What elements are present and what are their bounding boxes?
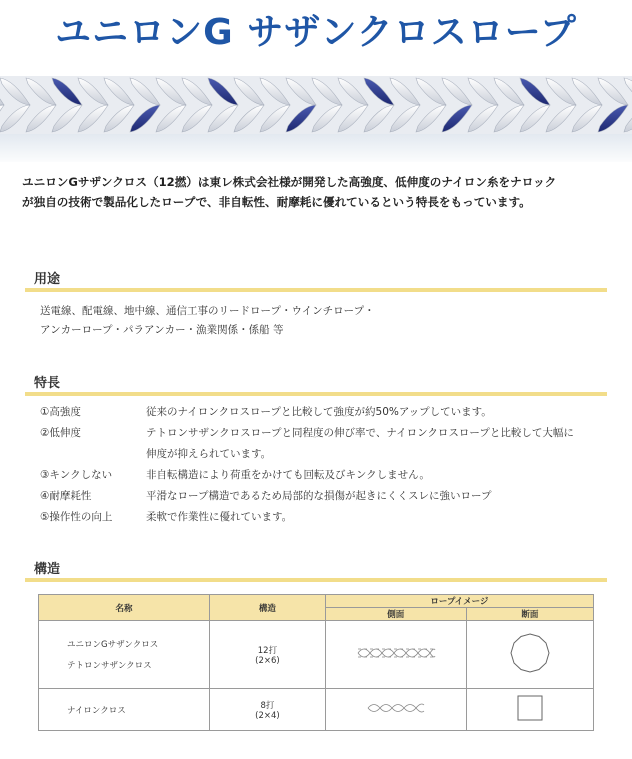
- feature-label: ③キンクしない: [40, 469, 113, 481]
- features-heading: 特長: [34, 376, 61, 391]
- rope-name-cell: [39, 621, 210, 689]
- rope-side-icon: [356, 642, 436, 664]
- table-row: [39, 621, 594, 689]
- strand-detail: (2×4): [255, 710, 280, 721]
- feature-text: 平滑なロープ構造であるため局部的な損傷が起きにくくスレに強いロープ: [146, 490, 492, 502]
- intro-line-1: ユニロンGサザンクロス（12撚）は東レ株式会社様が開発した高強度、低伸度のナイロン糸をナロック: [22, 175, 557, 189]
- rope-name: ナイロンクロス: [67, 705, 126, 716]
- header-rope-image: ロープイメージ: [325, 595, 593, 608]
- feature-label: ⑤操作性の向上: [40, 511, 113, 523]
- feature-item: [40, 486, 600, 507]
- feature-item: [40, 507, 600, 528]
- header-side: 側面: [325, 608, 466, 621]
- feature-item: [40, 423, 600, 465]
- square-icon: [515, 693, 545, 723]
- feature-label: ①高強度: [40, 406, 81, 418]
- strand-count: 8打: [260, 700, 275, 711]
- rope-image: [0, 70, 632, 140]
- side-view-cell: [325, 689, 466, 731]
- structure-divider: [25, 578, 607, 582]
- table-row: [39, 689, 594, 731]
- feature-label: ④耐摩耗性: [40, 490, 92, 502]
- feature-label: ②低伸度: [40, 427, 81, 439]
- circle-icon: [508, 631, 552, 675]
- feature-text-line-2: 伸度が抑えられています。: [146, 448, 272, 460]
- section-view-cell: [466, 621, 593, 689]
- header-name: 名称: [39, 595, 210, 621]
- feature-text: 従来のナイロンクロスロープと比較して強度が約50%アップしています。: [146, 406, 492, 418]
- usage-heading: 用途: [34, 272, 61, 287]
- intro-text: [22, 172, 614, 212]
- intro-line-2: が独自の技術で製品化したロープで、非自転性、耐摩耗に優れているという特長をもっています。: [22, 195, 531, 209]
- section-view-cell: [466, 689, 593, 731]
- rope-name: ユニロンGサザンクロス: [67, 640, 159, 650]
- feature-text: 非自転構造により荷重をかけても回転及びキンクしません。: [146, 469, 430, 481]
- structure-table: [38, 594, 594, 731]
- feature-text-line-1: テトロンサザンクロスロープと同程度の伸び率で、ナイロンクロスロープと比較して大幅に: [146, 427, 574, 439]
- feature-item: [40, 465, 600, 486]
- features-list: [40, 402, 600, 528]
- usage-text: [40, 302, 375, 340]
- feature-text: [146, 423, 600, 465]
- construction-cell: [210, 621, 326, 689]
- strand-count: 12打: [257, 645, 278, 656]
- usage-divider: [25, 288, 607, 292]
- side-view-cell: [325, 621, 466, 689]
- usage-line-1: 送電線、配電線、地中線、通信工事のリードロープ・ウインチロープ・: [40, 305, 375, 317]
- page-title: ユニロンG サザンクロスロープ: [55, 12, 577, 53]
- header-section: 断面: [466, 608, 593, 621]
- rope-name-cell: [39, 689, 210, 731]
- usage-line-2: アンカーロープ・パラアンカー・漁業関係・係船 等: [40, 324, 284, 336]
- header-construction: 構造: [210, 595, 326, 621]
- feature-item: [40, 402, 600, 423]
- rope-name: テトロンサザンクロス: [67, 661, 152, 671]
- feature-text: 柔軟で作業性に優れています。: [146, 511, 293, 523]
- rope-side-icon: [366, 699, 426, 717]
- construction-cell: [210, 689, 326, 731]
- strand-detail: (2×6): [255, 655, 280, 666]
- structure-heading: 構造: [34, 562, 61, 577]
- features-divider: [25, 392, 607, 396]
